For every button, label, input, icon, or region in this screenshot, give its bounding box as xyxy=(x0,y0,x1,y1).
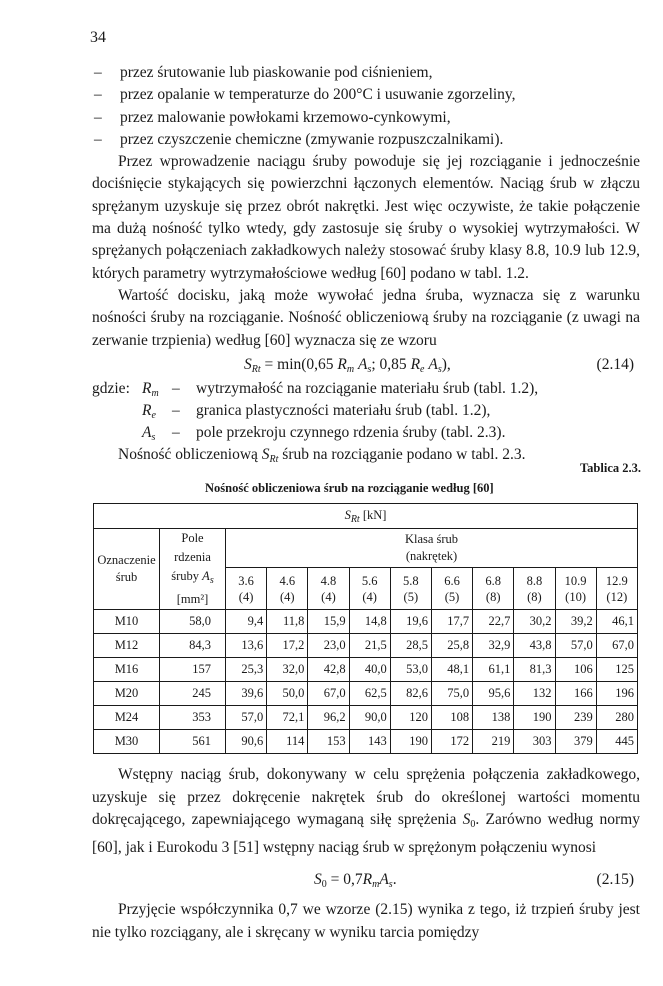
capacity-value: 132 xyxy=(514,682,555,706)
class-header: 8.8 (8) xyxy=(514,568,555,610)
column-header-bolt: Oznaczenie śrub xyxy=(94,529,160,610)
capacity-value: 153 xyxy=(308,730,349,754)
legend-row: $R_e$ – granica plastyczności materiału śrub (tabl. 1.2), xyxy=(142,401,491,421)
capacity-value: 143 xyxy=(349,730,390,754)
bolt-name: M24 xyxy=(94,706,160,730)
capacity-value: 114 xyxy=(267,730,308,754)
capacity-value: 30,2 xyxy=(514,610,555,634)
capacity-value: 219 xyxy=(473,730,514,754)
capacity-value: 172 xyxy=(431,730,472,754)
class-header: 4.6 (4) xyxy=(267,568,308,610)
lower-text xyxy=(92,764,640,945)
paragraph: Przez wprowadzenie naciągu śruby powoduje się jej rozciąganie i jednocześnie dociśnięcie stykających się powierzchni łączonych elementów. Naciąg śrub w złączu sprężanym uzyskuje się przez obrót nakrętki. Jest więc oczywiste, że takie połączenie ma dużą nośność tylko wtedy, gdy zastosuje się śruby o wysokiej wytrzymałości. W sprężanych połączeniach zakładkowych należy stosować śruby klasy 8.8, 10.9 lub 12.9, których parametry wytrzymałościowe według [60] podano w tabl. 1.2. xyxy=(92,153,640,282)
class-header: 12.9 (12) xyxy=(596,568,637,610)
capacity-value: 190 xyxy=(390,730,431,754)
capacity-value: 239 xyxy=(555,706,596,730)
column-header-class: Klasa śrub (nakrętek) xyxy=(226,529,638,568)
capacity-value: 379 xyxy=(555,730,596,754)
list-item: – przez czyszczenie chemiczne (zmywanie rozpuszczalnikami). xyxy=(94,130,504,148)
capacity-value: 90,0 xyxy=(349,706,390,730)
bolt-name: M10 xyxy=(94,610,160,634)
capacity-value: 120 xyxy=(390,706,431,730)
core-area: 561 xyxy=(160,730,226,754)
symbol-legend xyxy=(92,378,640,444)
capacity-value: 61,1 xyxy=(473,658,514,682)
capacity-value: 32,0 xyxy=(267,658,308,682)
capacity-value: 23,0 xyxy=(308,634,349,658)
capacity-value: 17,7 xyxy=(431,610,472,634)
upper-text xyxy=(92,62,640,471)
capacity-value: 39,6 xyxy=(226,682,267,706)
capacity-value: 96,2 xyxy=(308,706,349,730)
table-title: Nośność obliczeniowa śrub na rozciąganie według [60] xyxy=(205,481,494,495)
column-header-area: Pole rdzenia śruby $A_s$ [mm²] xyxy=(160,529,226,610)
core-area: 84,3 xyxy=(160,634,226,658)
class-header: 5.6 (4) xyxy=(349,568,390,610)
capacity-value: 108 xyxy=(431,706,472,730)
capacity-value: 57,0 xyxy=(226,706,267,730)
capacity-value: 40,0 xyxy=(349,658,390,682)
capacity-value: 19,6 xyxy=(390,610,431,634)
bolt-name: M16 xyxy=(94,658,160,682)
capacity-value: 25,8 xyxy=(431,634,472,658)
capacity-value: 15,9 xyxy=(308,610,349,634)
capacity-value: 57,0 xyxy=(555,634,596,658)
capacity-value: 39,2 xyxy=(555,610,596,634)
table-label: Tablica 2.3. xyxy=(579,461,641,475)
bolt-name: M20 xyxy=(94,682,160,706)
table-row xyxy=(94,682,638,706)
capacity-value: 190 xyxy=(514,706,555,730)
capacity-value: 9,4 xyxy=(226,610,267,634)
capacity-value: 106 xyxy=(555,658,596,682)
core-area: 245 xyxy=(160,682,226,706)
capacity-value: 13,6 xyxy=(226,634,267,658)
capacity-value: 17,2 xyxy=(267,634,308,658)
capacity-value: 67,0 xyxy=(596,634,637,658)
table-row xyxy=(94,658,638,682)
table-row xyxy=(94,634,638,658)
table-row xyxy=(94,706,638,730)
class-header: 4.8 (4) xyxy=(308,568,349,610)
core-area: 58,0 xyxy=(160,610,226,634)
capacity-value: 166 xyxy=(555,682,596,706)
capacity-value: 62,5 xyxy=(349,682,390,706)
formula-2-14: $S_{Rt} = \min(0,65$ $R_m$ $A_s$; 0,85 $R_e$ $A_s$), (2.14) xyxy=(244,355,634,375)
list-item: – przez śrutowanie lub piaskowanie pod ciśnieniem, xyxy=(94,64,433,81)
capacity-value: 22,7 xyxy=(473,610,514,634)
capacity-value: 280 xyxy=(596,706,637,730)
capacity-value: 72,1 xyxy=(267,706,308,730)
core-area: 157 xyxy=(160,658,226,682)
table-row xyxy=(94,730,638,754)
capacity-value: 11,8 xyxy=(267,610,308,634)
class-header: 6.8 (8) xyxy=(473,568,514,610)
capacity-value: 75,0 xyxy=(431,682,472,706)
capacity-value: 138 xyxy=(473,706,514,730)
capacity-value: 82,6 xyxy=(390,682,431,706)
table-row xyxy=(94,610,638,634)
capacity-value: 32,9 xyxy=(473,634,514,658)
class-header: 10.9 (10) xyxy=(555,568,596,610)
legend-row: gdzie: $R_m$ – wytrzymałość na rozciąganie materiału śrub (tabl. 1.2), xyxy=(92,379,539,399)
capacity-value: 42,8 xyxy=(308,658,349,682)
paragraph: Wartość docisku, jaką może wywołać jedna śruba, wyznacza się z warunku nośności śruby na rozciąganie. Nośność obliczeniową śruby na rozciąganie (z uwagi na zerwanie trzpienia) według [60] wyznacza się ze wzoru xyxy=(92,286,640,349)
capacity-value: 67,0 xyxy=(308,682,349,706)
capacity-value: 50,0 xyxy=(267,682,308,706)
capacity-value: 43,8 xyxy=(514,634,555,658)
list-item: – przez malowanie powłokami krzemowo-cynkowymi, xyxy=(94,108,451,126)
legend-row: $A_s$ – pole przekroju czynnego rdzenia śruby (tabl. 2.3). xyxy=(142,423,506,443)
list-item: – przez opalanie w temperaturze do 200°C i usuwanie zgorzeliny, xyxy=(94,86,516,104)
class-header: 6.6 (5) xyxy=(431,568,472,610)
bolt-capacity-table xyxy=(93,503,638,754)
capacity-value: 95,6 xyxy=(473,682,514,706)
capacity-value: 48,1 xyxy=(431,658,472,682)
capacity-value: 445 xyxy=(596,730,637,754)
capacity-value: 90,6 xyxy=(226,730,267,754)
bolt-name: M12 xyxy=(94,634,160,658)
capacity-value: 28,5 xyxy=(390,634,431,658)
capacity-value: 46,1 xyxy=(596,610,637,634)
capacity-value: 14,8 xyxy=(349,610,390,634)
capacity-value: 125 xyxy=(596,658,637,682)
paragraph: Nośność obliczeniową $S_{Rt}$ śrub na rozciąganie podano w tabl. 2.3. xyxy=(118,445,526,465)
capacity-value: 81,3 xyxy=(514,658,555,682)
capacity-value: 53,0 xyxy=(390,658,431,682)
capacity-value: 21,5 xyxy=(349,634,390,658)
core-area: 353 xyxy=(160,706,226,730)
paragraph: Wstępny naciąg śrub, dokonywany w celu sprężenia połączenia zakładkowego, uzyskuje się przez dokręcenie nakrętek śrub do określonej wartości momentu dokręcającego, zapewniającego wymaganą siłę sprężenia $S_0$. Zarówno według normy [60], jak i Eurokodu 3 [51] wstępny naciąg śrub w sprężonym połączeniu wynosi xyxy=(92,766,640,856)
capacity-value: 303 xyxy=(514,730,555,754)
formula-2-15: $S_0 = 0,7R_mA_s$. (2.15) xyxy=(314,871,634,891)
table-unit-header: $S_{Rt}$ [kN] xyxy=(94,504,638,529)
capacity-value: 196 xyxy=(596,682,637,706)
capacity-value: 25,3 xyxy=(226,658,267,682)
bolt-name: M30 xyxy=(94,730,160,754)
paragraph: Przyjęcie współczynnika 0,7 we wzorze (2.15) wynika z tego, iż trzpień śruby jest nie tylko rozciągany, ale i skręcany w wyniku tarcia pomiędzy xyxy=(92,901,640,941)
class-header: 5.8 (5) xyxy=(390,568,431,610)
class-header: 3.6 (4) xyxy=(226,568,267,610)
page-number: 34 xyxy=(90,29,106,46)
